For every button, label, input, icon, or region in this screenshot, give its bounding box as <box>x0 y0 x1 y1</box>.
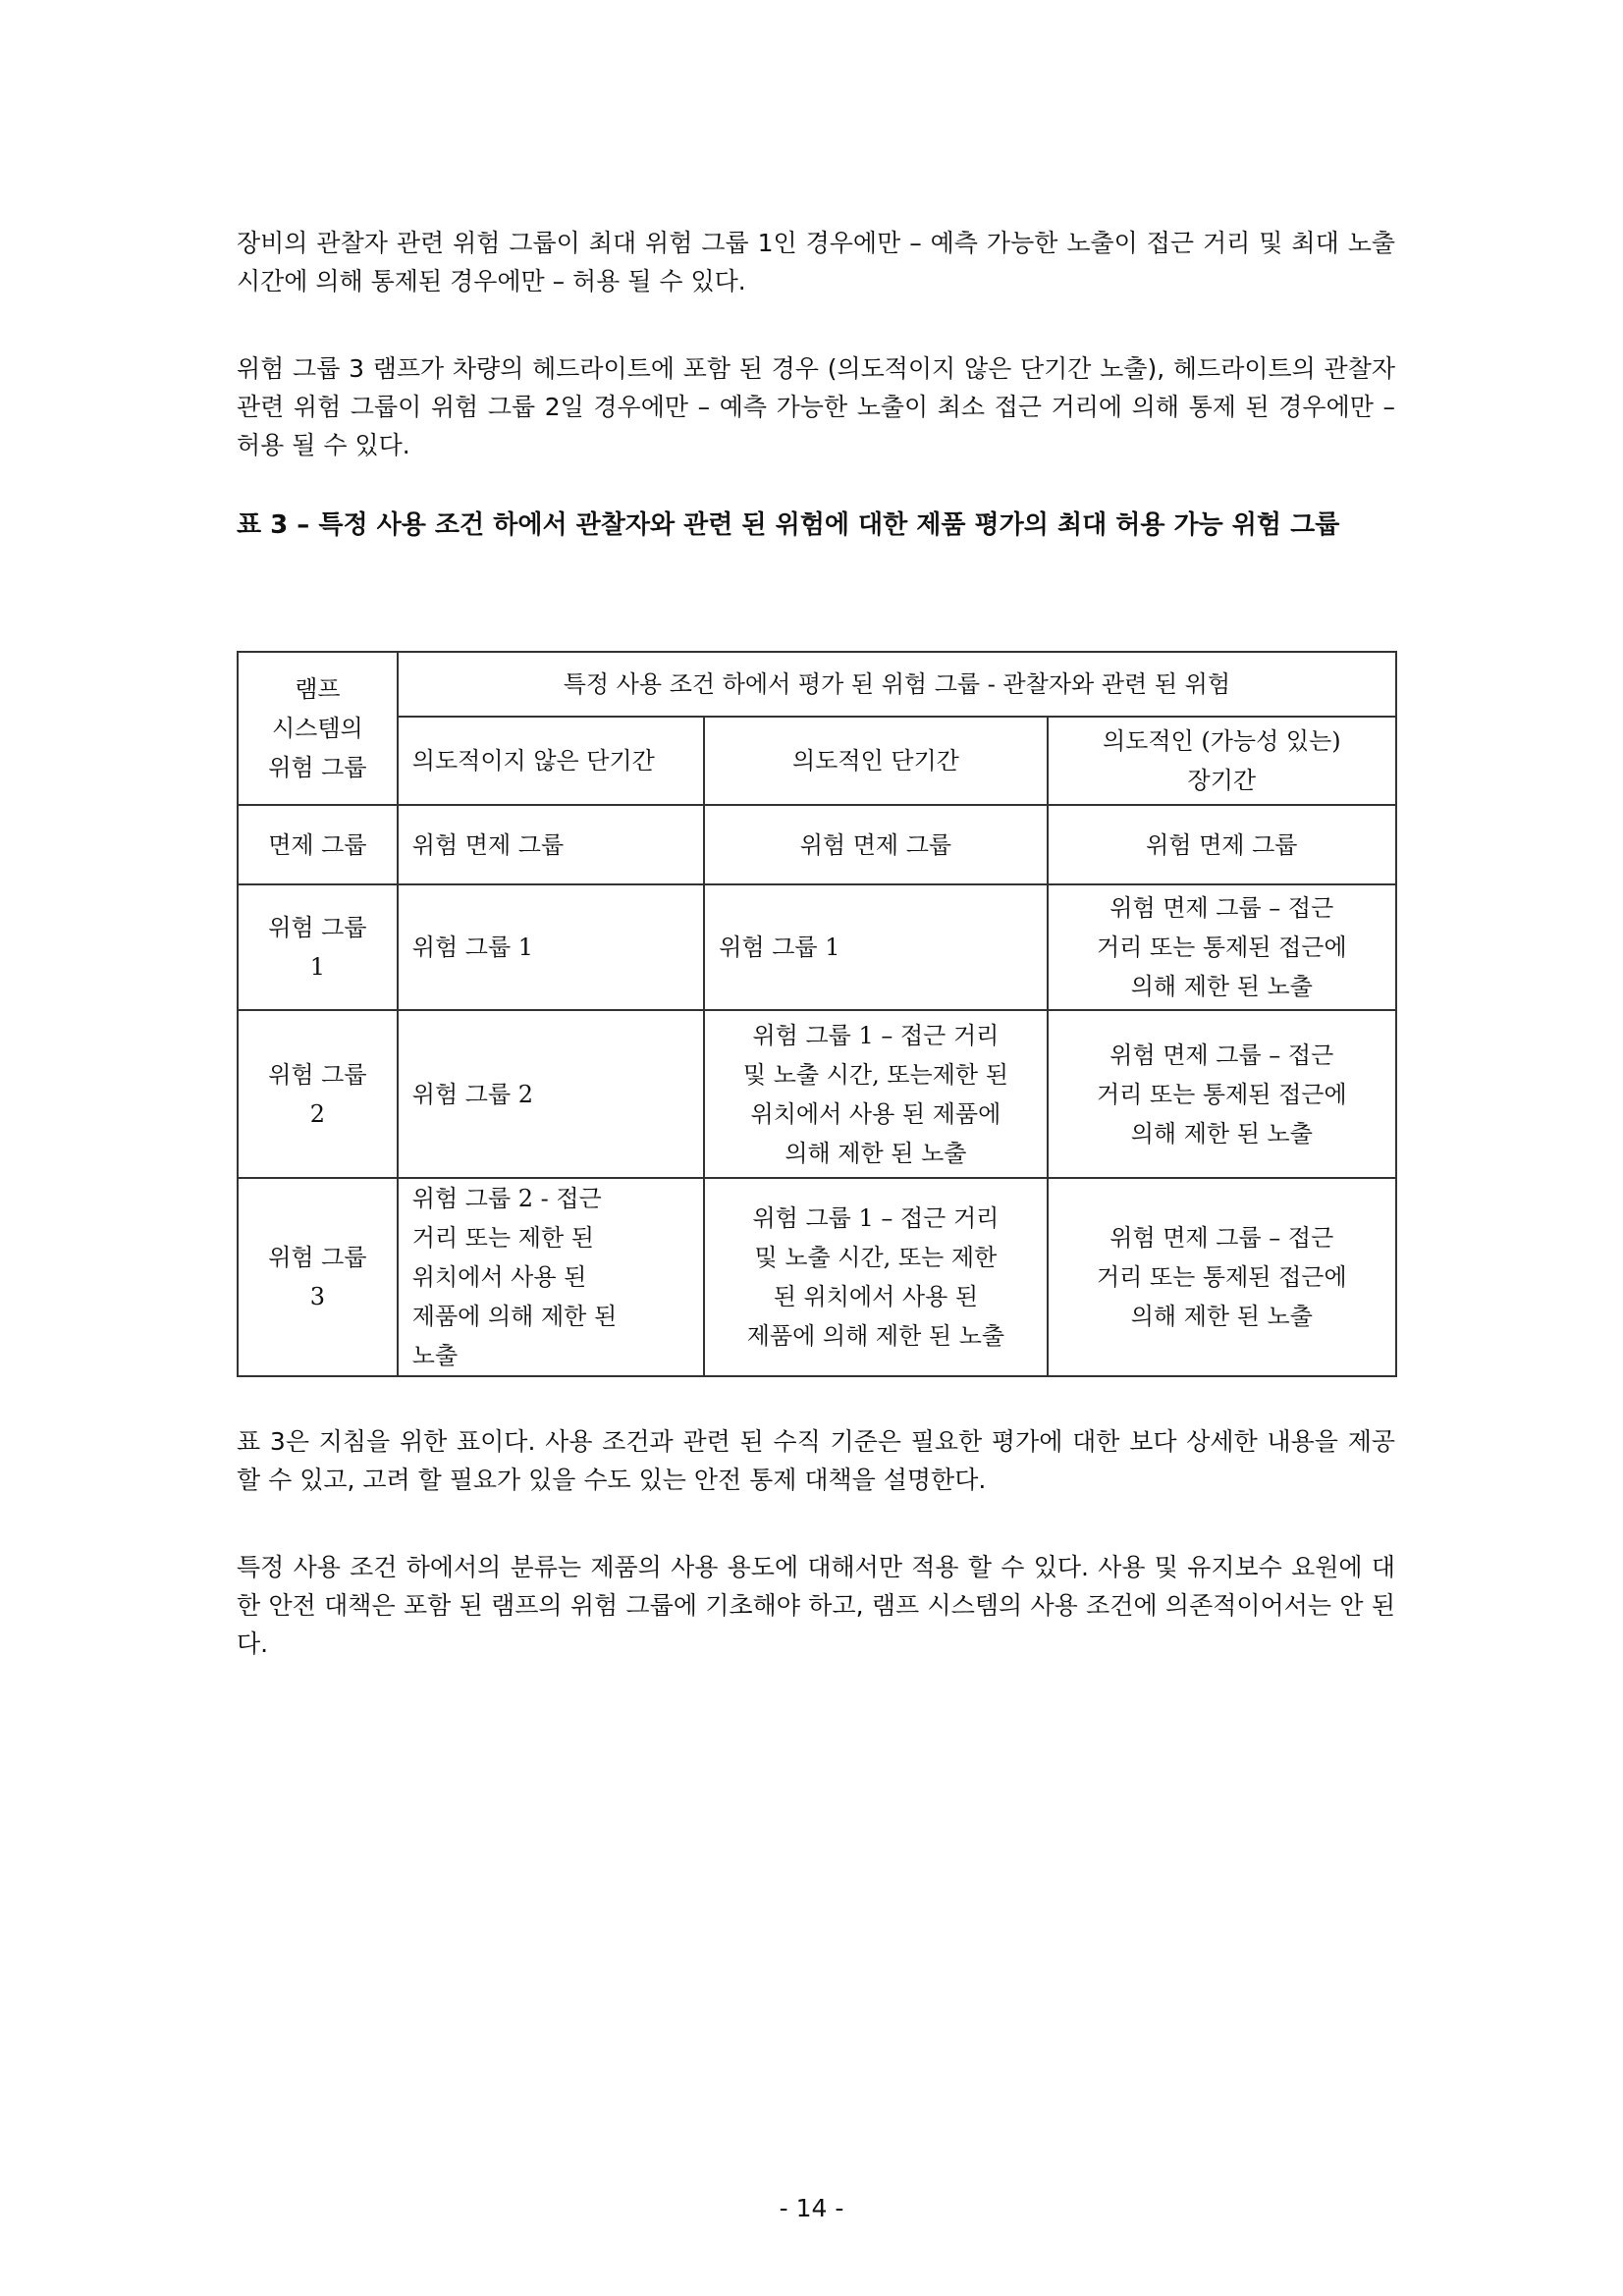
cell-unintended-short: 위험 그룹 2 - 접근 거리 또는 제한 된 위치에서 사용 된 제품에 의해 제한 된 노출 <box>398 1178 704 1376</box>
cell-intended-long: 위험 면제 그룹 <box>1048 805 1396 884</box>
table-row <box>238 805 1396 884</box>
cell-unintended-short: 위험 그룹 1 <box>398 884 704 1010</box>
subheader-intended-long: 의도적인 (가능성 있는) 장기간 <box>1048 717 1396 805</box>
table-row <box>238 1178 1396 1376</box>
paragraph-2: 위험 그룹 3 램프가 차량의 헤드라이트에 포함 된 경우 (의도적이지 않은 단기간 노출), 헤드라이트의 관찰자 관련 위험 그룹이 위험 그룹 2일 경우에만 – 예측 가능한 노출이 최소 접근 거리에 의해 통제 된 경우에만 – 허용 될 수 있다. <box>237 354 1395 459</box>
row-group: 면제 그룹 <box>238 805 398 884</box>
row-group: 위험 그룹 1 <box>238 884 398 1010</box>
subheader-unintended-short: 의도적이지 않은 단기간 <box>398 717 704 805</box>
cell-intended-short: 위험 그룹 1 – 접근 거리 및 노출 시간, 또는 제한 된 위치에서 사용 된 제품에 의해 제한 된 노출 <box>704 1178 1047 1376</box>
cell-intended-short: 위험 그룹 1 – 접근 거리 및 노출 시간, 또는제한 된 위치에서 사용 된 제품에 의해 제한 된 노출 <box>704 1010 1047 1178</box>
subheader-intended-short: 의도적인 단기간 <box>704 717 1047 805</box>
table-subheader-row <box>238 717 1396 805</box>
cell-intended-long: 위험 면제 그룹 – 접근 거리 또는 통제된 접근에 의해 제한 된 노출 <box>1048 884 1396 1010</box>
row-group: 위험 그룹 3 <box>238 1178 398 1376</box>
cell-unintended-short: 위험 면제 그룹 <box>398 805 704 884</box>
paragraph-1: 장비의 관찰자 관련 위험 그룹이 최대 위험 그룹 1인 경우에만 – 예측 가능한 노출이 접근 거리 및 최대 노출 시간에 의해 통제된 경우에만 – 허용 될 수 있다. <box>237 229 1395 295</box>
cell-intended-short: 위험 그룹 1 <box>704 884 1047 1010</box>
table-header-row <box>238 652 1396 717</box>
paragraph-4: 특정 사용 조건 하에서의 분류는 제품의 사용 용도에 대해서만 적용 할 수 있다. 사용 및 유지보수 요원에 대한 안전 대책은 포함 된 램프의 위험 그룹에 기초해야 하고, 램프 시스템의 사용 조건에 의존적이어서는 안 된다. <box>237 1553 1395 1658</box>
cell-intended-long: 위험 면제 그룹 – 접근 거리 또는 통제된 접근에 의해 제한 된 노출 <box>1048 1178 1396 1376</box>
page-number: - 14 - <box>779 2194 844 2222</box>
table-caption: 표 3 – 특정 사용 조건 하에서 관찰자와 관련 된 위험에 대한 제품 평가의 최대 허용 가능 위험 그룹 <box>237 510 1340 540</box>
header-lamp-group: 램프 시스템의 위험 그룹 <box>238 652 398 805</box>
row-group: 위험 그룹 2 <box>238 1010 398 1178</box>
table-row <box>238 1010 1396 1178</box>
hazard-group-table <box>237 651 1397 1377</box>
cell-intended-long: 위험 면제 그룹 – 접근 거리 또는 통제된 접근에 의해 제한 된 노출 <box>1048 1010 1396 1178</box>
cell-unintended-short: 위험 그룹 2 <box>398 1010 704 1178</box>
paragraph-3: 표 3은 지침을 위한 표이다. 사용 조건과 관련 된 수직 기준은 필요한 평가에 대한 보다 상세한 내용을 제공 할 수 있고, 고려 할 필요가 있을 수도 있는 안전 통제 대책을 설명한다. <box>237 1427 1395 1494</box>
table-row <box>238 884 1396 1010</box>
cell-intended-short: 위험 면제 그룹 <box>704 805 1047 884</box>
header-conditions: 특정 사용 조건 하에서 평가 된 위험 그룹 - 관찰자와 관련 된 위험 <box>398 652 1396 717</box>
